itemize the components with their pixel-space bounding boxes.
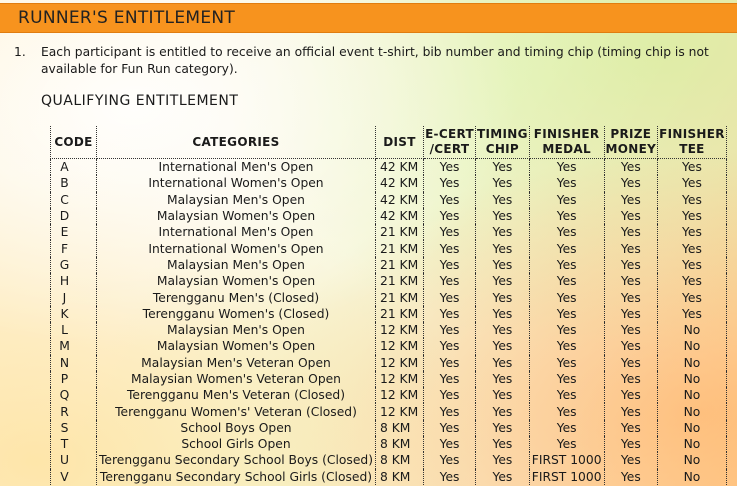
code-cell: N (51, 355, 97, 371)
ecert-cell: Yes (424, 452, 476, 468)
finisher-medal-cell: Yes (529, 257, 604, 273)
category-cell: Malaysian Men's Open (97, 322, 376, 338)
timing-chip-cell: Yes (476, 322, 530, 338)
category-cell: Malaysian Women's Open (97, 273, 376, 289)
table-row (51, 355, 727, 371)
prize-money-cell: Yes (604, 192, 658, 208)
table-row (51, 289, 727, 305)
ecert-cell: Yes (424, 273, 476, 289)
timing-chip-cell: Yes (476, 224, 530, 240)
code-cell: S (51, 420, 97, 436)
prize-money-cell: Yes (604, 159, 658, 176)
distance-cell: 12 KM (376, 355, 424, 371)
code-cell: R (51, 403, 97, 419)
finisher-medal-cell: Yes (529, 159, 604, 176)
finisher-medal-cell: Yes (529, 403, 604, 419)
prize-money-cell: Yes (604, 403, 658, 419)
finisher-tee-cell: No (658, 338, 727, 354)
distance-cell: 8 KM (376, 452, 424, 468)
table-row (51, 403, 727, 419)
timing-chip-cell: Yes (476, 469, 530, 485)
header-finisher-tee: FINISHER TEE (658, 126, 727, 159)
timing-chip-cell: Yes (476, 289, 530, 305)
category-cell: International Men's Open (97, 224, 376, 240)
distance-cell: 21 KM (376, 224, 424, 240)
timing-chip-cell: Yes (476, 273, 530, 289)
code-cell: Q (51, 387, 97, 403)
section-header-bar (0, 3, 737, 33)
ecert-cell: Yes (424, 192, 476, 208)
timing-chip-cell: Yes (476, 159, 530, 176)
ecert-cell: Yes (424, 208, 476, 224)
table-header-row (51, 126, 727, 159)
finisher-medal-cell: FIRST 1000 (529, 452, 604, 468)
category-cell: School Girls Open (97, 436, 376, 452)
finisher-medal-cell: Yes (529, 208, 604, 224)
category-cell: Terengganu Women's' Veteran (Closed) (97, 403, 376, 419)
header-prize-money: PRIZE MONEY (604, 126, 658, 159)
timing-chip-cell: Yes (476, 306, 530, 322)
distance-cell: 21 KM (376, 240, 424, 256)
table-row (51, 306, 727, 322)
category-cell: Terengganu Women's (Closed) (97, 306, 376, 322)
timing-chip-cell: Yes (476, 420, 530, 436)
timing-chip-cell: Yes (476, 387, 530, 403)
finisher-medal-cell: Yes (529, 224, 604, 240)
prize-money-cell: Yes (604, 338, 658, 354)
code-cell: D (51, 208, 97, 224)
finisher-tee-cell: Yes (658, 192, 727, 208)
ecert-cell: Yes (424, 322, 476, 338)
category-cell: School Boys Open (97, 420, 376, 436)
timing-chip-cell: Yes (476, 338, 530, 354)
category-cell: Malaysian Men's Open (97, 257, 376, 273)
distance-cell: 42 KM (376, 159, 424, 176)
finisher-tee-cell: No (658, 420, 727, 436)
distance-cell: 21 KM (376, 257, 424, 273)
finisher-medal-cell: Yes (529, 306, 604, 322)
ecert-cell: Yes (424, 306, 476, 322)
prize-money-cell: Yes (604, 273, 658, 289)
table-row (51, 452, 727, 468)
code-cell: G (51, 257, 97, 273)
finisher-tee-cell: No (658, 436, 727, 452)
ecert-cell: Yes (424, 355, 476, 371)
timing-chip-cell: Yes (476, 208, 530, 224)
category-cell: Terengganu Secondary School Girls (Closed) (97, 469, 376, 485)
finisher-medal-cell: Yes (529, 289, 604, 305)
distance-cell: 8 KM (376, 420, 424, 436)
category-cell: Terengganu Secondary School Boys (Closed) (97, 452, 376, 468)
header-dist: DIST (376, 126, 424, 159)
ecert-cell: Yes (424, 420, 476, 436)
prize-money-cell: Yes (604, 469, 658, 485)
prize-money-cell: Yes (604, 306, 658, 322)
code-cell: B (51, 175, 97, 191)
header-categories: CATEGORIES (97, 126, 376, 159)
finisher-medal-cell: Yes (529, 371, 604, 387)
code-cell: U (51, 452, 97, 468)
code-cell: F (51, 240, 97, 256)
finisher-tee-cell: No (658, 355, 727, 371)
prize-money-cell: Yes (604, 175, 658, 191)
timing-chip-cell: Yes (476, 355, 530, 371)
ecert-cell: Yes (424, 371, 476, 387)
category-cell: Malaysian Men's Veteran Open (97, 355, 376, 371)
finisher-tee-cell: Yes (658, 224, 727, 240)
category-cell: Terengganu Men's Veteran (Closed) (97, 387, 376, 403)
finisher-medal-cell: Yes (529, 192, 604, 208)
code-cell: H (51, 273, 97, 289)
finisher-tee-cell: Yes (658, 306, 727, 322)
finisher-tee-cell: Yes (658, 175, 727, 191)
finisher-tee-cell: No (658, 403, 727, 419)
table-row (51, 257, 727, 273)
category-cell: Malaysian Women's Veteran Open (97, 371, 376, 387)
ecert-cell: Yes (424, 159, 476, 176)
finisher-tee-cell: Yes (658, 208, 727, 224)
distance-cell: 42 KM (376, 192, 424, 208)
distance-cell: 8 KM (376, 436, 424, 452)
prize-money-cell: Yes (604, 208, 658, 224)
code-cell: C (51, 192, 97, 208)
table-row (51, 159, 727, 176)
timing-chip-cell: Yes (476, 452, 530, 468)
distance-cell: 12 KM (376, 387, 424, 403)
header-finisher-medal: FINISHER MEDAL (529, 126, 604, 159)
code-cell: A (51, 159, 97, 176)
prize-money-cell: Yes (604, 240, 658, 256)
finisher-tee-cell: No (658, 371, 727, 387)
table-row (51, 322, 727, 338)
category-cell: International Women's Open (97, 240, 376, 256)
code-cell: E (51, 224, 97, 240)
header-ecert: E-CERT /CERT (424, 126, 476, 159)
prize-money-cell: Yes (604, 371, 658, 387)
finisher-medal-cell: Yes (529, 338, 604, 354)
timing-chip-cell: Yes (476, 192, 530, 208)
header-timing-chip: TIMING CHIP (476, 126, 530, 159)
prize-money-cell: Yes (604, 289, 658, 305)
finisher-tee-cell: Yes (658, 273, 727, 289)
finisher-tee-cell: No (658, 452, 727, 468)
ecert-cell: Yes (424, 338, 476, 354)
distance-cell: 21 KM (376, 306, 424, 322)
header-code: CODE (51, 126, 97, 159)
finisher-medal-cell: Yes (529, 355, 604, 371)
distance-cell: 8 KM (376, 469, 424, 485)
table-row (51, 175, 727, 191)
prize-money-cell: Yes (604, 420, 658, 436)
timing-chip-cell: Yes (476, 257, 530, 273)
distance-cell: 21 KM (376, 273, 424, 289)
section-title: RUNNER'S ENTITLEMENT (18, 8, 236, 28)
finisher-tee-cell: Yes (658, 240, 727, 256)
finisher-tee-cell: No (658, 469, 727, 485)
table-row (51, 420, 727, 436)
category-cell: Malaysian Men's Open (97, 192, 376, 208)
code-cell: V (51, 469, 97, 485)
table-row (51, 240, 727, 256)
code-cell: T (51, 436, 97, 452)
prize-money-cell: Yes (604, 436, 658, 452)
prize-money-cell: Yes (604, 355, 658, 371)
distance-cell: 12 KM (376, 338, 424, 354)
timing-chip-cell: Yes (476, 175, 530, 191)
distance-cell: 42 KM (376, 208, 424, 224)
ecert-cell: Yes (424, 469, 476, 485)
ecert-cell: Yes (424, 289, 476, 305)
prize-money-cell: Yes (604, 224, 658, 240)
category-cell: Malaysian Women's Open (97, 208, 376, 224)
prize-money-cell: Yes (604, 387, 658, 403)
qualifying-entitlement-heading: QUALIFYING ENTITLEMENT (41, 93, 239, 109)
finisher-tee-cell: Yes (658, 289, 727, 305)
code-cell: K (51, 306, 97, 322)
distance-cell: 12 KM (376, 403, 424, 419)
ecert-cell: Yes (424, 436, 476, 452)
ecert-cell: Yes (424, 403, 476, 419)
category-cell: International Men's Open (97, 159, 376, 176)
finisher-medal-cell: Yes (529, 273, 604, 289)
prize-money-cell: Yes (604, 452, 658, 468)
finisher-medal-cell: Yes (529, 240, 604, 256)
note-number: 1. (14, 45, 26, 59)
finisher-medal-cell: Yes (529, 436, 604, 452)
ecert-cell: Yes (424, 240, 476, 256)
distance-cell: 12 KM (376, 322, 424, 338)
table-row (51, 273, 727, 289)
ecert-cell: Yes (424, 175, 476, 191)
timing-chip-cell: Yes (476, 436, 530, 452)
code-cell: P (51, 371, 97, 387)
table-row (51, 387, 727, 403)
category-cell: International Women's Open (97, 175, 376, 191)
timing-chip-cell: Yes (476, 403, 530, 419)
finisher-medal-cell: Yes (529, 175, 604, 191)
finisher-medal-cell: Yes (529, 387, 604, 403)
timing-chip-cell: Yes (476, 371, 530, 387)
table-row (51, 436, 727, 452)
ecert-cell: Yes (424, 387, 476, 403)
distance-cell: 21 KM (376, 289, 424, 305)
table-row (51, 338, 727, 354)
prize-money-cell: Yes (604, 322, 658, 338)
finisher-tee-cell: Yes (658, 159, 727, 176)
finisher-tee-cell: No (658, 387, 727, 403)
finisher-medal-cell: Yes (529, 322, 604, 338)
table-row (51, 224, 727, 240)
entitlement-table (50, 126, 727, 485)
finisher-tee-cell: Yes (658, 257, 727, 273)
category-cell: Terengganu Men's (Closed) (97, 289, 376, 305)
ecert-cell: Yes (424, 224, 476, 240)
distance-cell: 42 KM (376, 175, 424, 191)
table-row (51, 371, 727, 387)
code-cell: L (51, 322, 97, 338)
finisher-medal-cell: FIRST 1000 (529, 469, 604, 485)
finisher-medal-cell: Yes (529, 420, 604, 436)
note-text: Each participant is entitled to receive an official event t-shirt, bib number and timing chip (timing chip is not available for Fun Run category). (41, 45, 709, 76)
code-cell: J (51, 289, 97, 305)
prize-money-cell: Yes (604, 257, 658, 273)
category-cell: Malaysian Women's Open (97, 338, 376, 354)
table-row (51, 469, 727, 485)
distance-cell: 12 KM (376, 371, 424, 387)
table-row (51, 192, 727, 208)
code-cell: M (51, 338, 97, 354)
timing-chip-cell: Yes (476, 240, 530, 256)
finisher-tee-cell: No (658, 322, 727, 338)
table-row (51, 208, 727, 224)
ecert-cell: Yes (424, 257, 476, 273)
